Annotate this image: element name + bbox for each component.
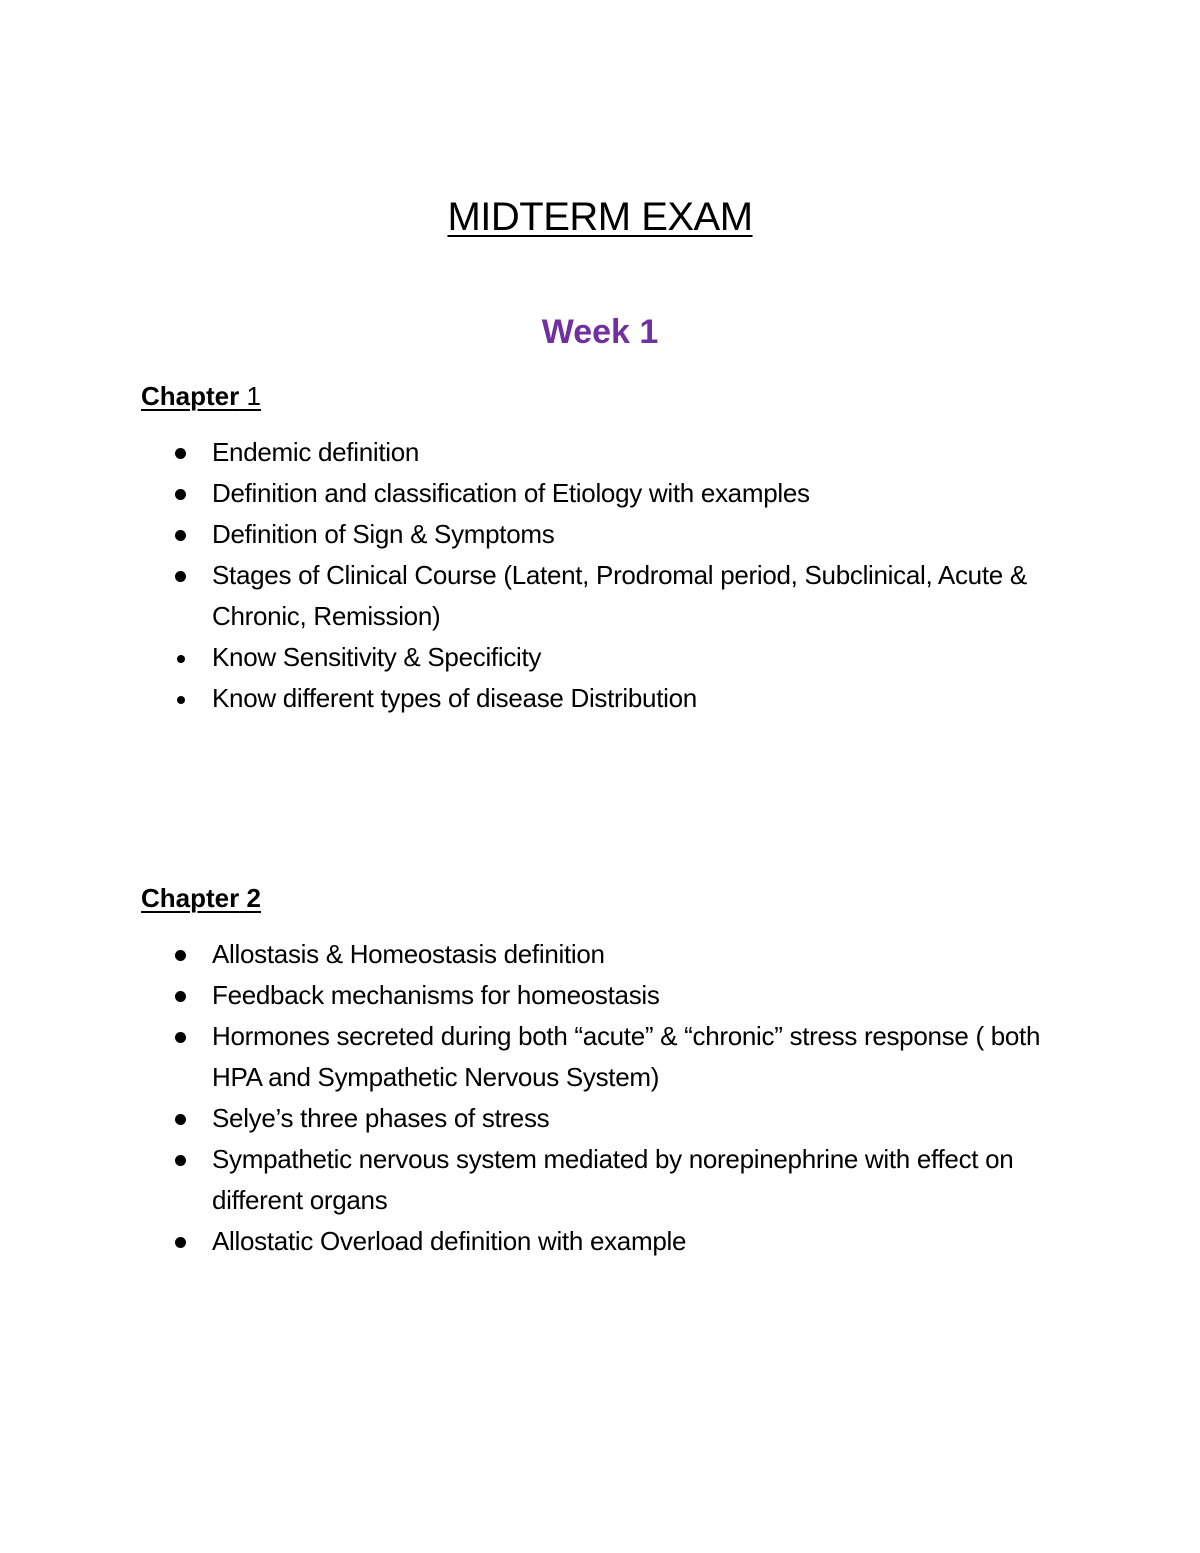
list-item bbox=[0, 473, 1200, 514]
list-item-text: Know Sensitivity & Specificity bbox=[212, 642, 542, 672]
list-item bbox=[0, 637, 1200, 678]
list-item bbox=[0, 1098, 1200, 1139]
list-item bbox=[0, 514, 1200, 555]
bullet-icon bbox=[175, 571, 186, 582]
exam-title bbox=[0, 193, 1200, 241]
bullet-icon bbox=[175, 1114, 186, 1125]
week-heading: Week 1 bbox=[541, 313, 659, 351]
bullet-icon bbox=[175, 1155, 186, 1166]
list-item-text: Sympathetic nervous system mediated by norepinephrine with effect on different organs bbox=[212, 1144, 1014, 1215]
chapter-2-list bbox=[0, 934, 1200, 1262]
list-item-text: Endemic definition bbox=[212, 437, 420, 467]
bullet-icon bbox=[175, 489, 186, 500]
chapter-1-list bbox=[0, 432, 1200, 719]
list-item bbox=[0, 678, 1200, 719]
chapter-1-heading-text bbox=[141, 381, 261, 411]
list-item-text: Selye’s three phases of stress bbox=[212, 1103, 550, 1133]
chapter-2-number: 2 bbox=[246, 883, 261, 913]
chapter-2-heading-text bbox=[141, 883, 261, 913]
list-item-text: Allostatic Overload definition with example bbox=[212, 1226, 687, 1256]
list-item bbox=[0, 1139, 1200, 1221]
list-item bbox=[0, 432, 1200, 473]
bullet-icon bbox=[175, 1237, 186, 1248]
chapter-1-word: Chapter bbox=[141, 381, 240, 411]
exam-title-text: MIDTERM EXAM bbox=[447, 195, 753, 239]
bullet-icon bbox=[175, 1032, 186, 1043]
list-item-text: Hormones secreted during both “acute” & “chronic” stress response ( both HPA and Sympathetic Nervous System) bbox=[212, 1021, 1041, 1092]
bullet-icon bbox=[175, 530, 186, 541]
list-item-text: Feedback mechanisms for homeostasis bbox=[212, 980, 660, 1010]
list-item bbox=[0, 555, 1200, 637]
list-item bbox=[0, 1221, 1200, 1262]
chapter-1-heading bbox=[141, 379, 261, 413]
list-item-text: Definition of Sign & Symptoms bbox=[212, 519, 555, 549]
list-item bbox=[0, 975, 1200, 1016]
list-item-text: Allostasis & Homeostasis definition bbox=[212, 939, 605, 969]
chapter-2-word: Chapter bbox=[141, 883, 240, 913]
bullet-icon bbox=[175, 448, 186, 459]
list-item-text: Definition and classification of Etiology with examples bbox=[212, 478, 810, 508]
list-item-text: Know different types of disease Distribution bbox=[212, 683, 697, 713]
bullet-icon bbox=[177, 655, 185, 663]
chapter-2-heading bbox=[141, 881, 261, 915]
chapter-1-number: 1 bbox=[246, 381, 261, 411]
list-item-text: Stages of Clinical Course (Latent, Prodromal period, Subclinical, Acute & Chronic, Remission) bbox=[212, 560, 1027, 631]
bullet-icon bbox=[175, 991, 186, 1002]
bullet-icon bbox=[175, 950, 186, 961]
list-item bbox=[0, 1016, 1200, 1098]
list-item bbox=[0, 934, 1200, 975]
bullet-icon bbox=[177, 696, 185, 704]
